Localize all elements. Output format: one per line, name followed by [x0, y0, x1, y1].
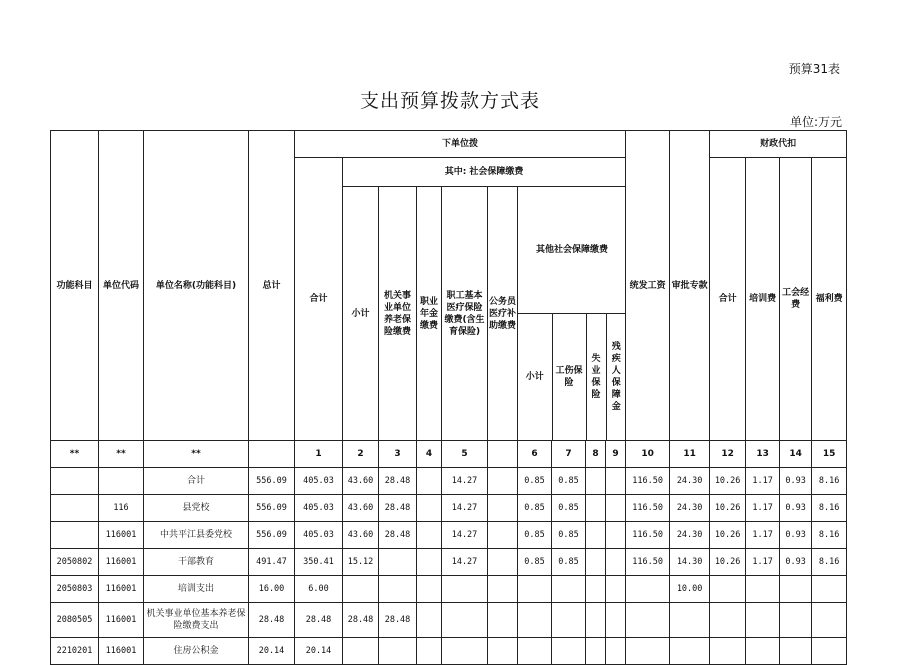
cell-value: 24.30 — [670, 522, 710, 549]
cell-value — [606, 576, 626, 603]
cell-unit-name: 机关事业单位基本养老保险缴费支出 — [144, 603, 249, 638]
cell-value: 0.85 — [552, 468, 586, 495]
cell-value — [626, 638, 670, 665]
cell-value — [488, 638, 518, 665]
table-body — [51, 468, 847, 665]
cell-value: 0.85 — [518, 495, 552, 522]
cell-value: 556.09 — [249, 468, 295, 495]
cell-value — [812, 638, 847, 665]
cell-unit-code: 116001 — [99, 549, 144, 576]
cell-unit-code — [99, 468, 144, 495]
cell-value: 16.00 — [249, 576, 295, 603]
index-cell: 10 — [626, 441, 670, 468]
header-total: 总计 — [249, 131, 295, 441]
cell-value: 116.50 — [626, 495, 670, 522]
cell-value: 24.30 — [670, 468, 710, 495]
cell-value: 0.85 — [518, 522, 552, 549]
cell-value: 0.93 — [780, 549, 812, 576]
cell-value: 0.93 — [780, 495, 812, 522]
cell-value: 28.48 — [379, 522, 417, 549]
cell-value: 28.48 — [249, 603, 295, 638]
cell-value: 10.26 — [710, 468, 746, 495]
index-cell — [488, 441, 518, 468]
index-cell: 11 — [670, 441, 710, 468]
cell-value — [606, 638, 626, 665]
cell-unit-name: 住房公积金 — [144, 638, 249, 665]
cell-value: 556.09 — [249, 522, 295, 549]
header-civil-medical: 公务员医疗补助缴费 — [488, 187, 518, 441]
cell-value — [586, 549, 606, 576]
header-unit-name: 单位名称(功能科目) — [144, 131, 249, 441]
cell-unit-code: 116001 — [99, 603, 144, 638]
header-union: 工会经费 — [780, 158, 812, 441]
header-approved: 审批专款 — [670, 131, 710, 441]
cell-value: 6.00 — [295, 576, 343, 603]
cell-value: 405.03 — [295, 495, 343, 522]
index-row — [51, 441, 847, 468]
cell-value — [417, 495, 442, 522]
cell-func-subject: 2050803 — [51, 576, 99, 603]
header-subtotal: 小计 — [343, 187, 379, 441]
cell-value — [710, 603, 746, 638]
header-func-subject: 功能科目 — [51, 131, 99, 441]
cell-func-subject — [51, 468, 99, 495]
cell-value — [518, 603, 552, 638]
page-number-label: 预算31表 — [788, 62, 840, 76]
cell-value: 20.14 — [249, 638, 295, 665]
table-row — [51, 468, 847, 495]
index-cell: ** — [51, 441, 99, 468]
cell-value — [606, 522, 626, 549]
cell-value — [746, 638, 780, 665]
index-cell: 2 — [343, 441, 379, 468]
cell-value: 556.09 — [249, 495, 295, 522]
cell-value — [670, 638, 710, 665]
cell-value — [812, 603, 847, 638]
cell-value: 28.48 — [343, 603, 379, 638]
cell-unit-code: 116001 — [99, 576, 144, 603]
cell-value: 116.50 — [626, 468, 670, 495]
header-annuity: 职业年金缴费 — [417, 187, 442, 441]
header-unemployment: 失业保险 — [586, 314, 606, 441]
cell-value — [780, 603, 812, 638]
cell-value — [488, 603, 518, 638]
page-title: 支出预算拨款方式表 — [359, 90, 540, 112]
cell-value: 8.16 — [812, 549, 847, 576]
index-cell: 14 — [780, 441, 812, 468]
header-of-which-social: 其中: 社会保障缴费 — [343, 158, 626, 187]
cell-value — [442, 576, 488, 603]
cell-value — [488, 576, 518, 603]
index-cell: 3 — [379, 441, 417, 468]
cell-value — [812, 576, 847, 603]
table-row — [51, 495, 847, 522]
index-cell: ** — [99, 441, 144, 468]
table-row — [51, 603, 847, 638]
cell-value — [379, 549, 417, 576]
cell-value — [670, 603, 710, 638]
table-row — [51, 576, 847, 603]
cell-value: 116.50 — [626, 549, 670, 576]
cell-value: 1.17 — [746, 495, 780, 522]
cell-value: 0.85 — [552, 495, 586, 522]
cell-value: 10.26 — [710, 495, 746, 522]
index-cell: 6 — [518, 441, 552, 468]
cell-value — [417, 522, 442, 549]
cell-value: 0.85 — [552, 549, 586, 576]
header-medical: 职工基本医疗保险缴费(含生育保险) — [442, 187, 488, 441]
header-other-subtotal: 小计 — [518, 314, 552, 441]
index-cell: 12 — [710, 441, 746, 468]
cell-value: 14.27 — [442, 468, 488, 495]
cell-value: 15.12 — [343, 549, 379, 576]
header-sum: 合计 — [295, 158, 343, 441]
cell-value — [417, 468, 442, 495]
cell-func-subject — [51, 522, 99, 549]
index-cell: 1 — [295, 441, 343, 468]
cell-value: 491.47 — [249, 549, 295, 576]
cell-value: 8.16 — [812, 468, 847, 495]
cell-unit-code: 116001 — [99, 638, 144, 665]
cell-value — [417, 549, 442, 576]
cell-value: 43.60 — [343, 495, 379, 522]
header-welfare: 福利费 — [812, 158, 847, 441]
cell-value — [552, 638, 586, 665]
index-cell: 15 — [812, 441, 847, 468]
cell-value — [780, 576, 812, 603]
cell-value: 14.27 — [442, 522, 488, 549]
cell-value — [488, 468, 518, 495]
cell-func-subject — [51, 495, 99, 522]
cell-unit-name: 培训支出 — [144, 576, 249, 603]
cell-value: 10.00 — [670, 576, 710, 603]
header-fd-sum: 合计 — [710, 158, 746, 441]
cell-value — [442, 603, 488, 638]
cell-value: 116.50 — [626, 522, 670, 549]
cell-value — [417, 638, 442, 665]
cell-value: 405.03 — [295, 522, 343, 549]
cell-value — [586, 576, 606, 603]
header-unit-code: 单位代码 — [99, 131, 144, 441]
cell-value: 10.26 — [710, 549, 746, 576]
cell-value — [586, 495, 606, 522]
cell-value: 8.16 — [812, 495, 847, 522]
index-cell: 8 — [586, 441, 606, 468]
header-salary: 统发工资 — [626, 131, 670, 441]
cell-value: 14.27 — [442, 495, 488, 522]
cell-value: 1.17 — [746, 522, 780, 549]
index-cell: 5 — [442, 441, 488, 468]
cell-value: 0.85 — [552, 522, 586, 549]
cell-unit-name: 中共平江县委党校 — [144, 522, 249, 549]
cell-value: 43.60 — [343, 522, 379, 549]
cell-value: 10.26 — [710, 522, 746, 549]
cell-value: 24.30 — [670, 495, 710, 522]
index-cell: 9 — [606, 441, 626, 468]
header-training: 培训费 — [746, 158, 780, 441]
cell-value: 1.17 — [746, 468, 780, 495]
cell-value — [488, 495, 518, 522]
cell-value — [626, 576, 670, 603]
cell-value — [606, 468, 626, 495]
cell-value — [417, 603, 442, 638]
index-cell — [249, 441, 295, 468]
index-cell: ** — [144, 441, 249, 468]
table-row — [51, 522, 847, 549]
index-cell: 7 — [552, 441, 586, 468]
cell-value: 0.93 — [780, 468, 812, 495]
table-row — [51, 549, 847, 576]
cell-value — [606, 549, 626, 576]
cell-value: 8.16 — [812, 522, 847, 549]
index-cell: 4 — [417, 441, 442, 468]
table-row — [51, 638, 847, 665]
cell-unit-code: 116001 — [99, 522, 144, 549]
cell-value: 28.48 — [379, 603, 417, 638]
cell-value — [417, 576, 442, 603]
unit-label: 单位:万元 — [789, 115, 842, 129]
cell-func-subject: 2210201 — [51, 638, 99, 665]
cell-value — [488, 522, 518, 549]
header-injury: 工伤保险 — [552, 314, 586, 441]
cell-value — [343, 576, 379, 603]
cell-value — [442, 638, 488, 665]
cell-value: 14.27 — [442, 549, 488, 576]
cell-value — [746, 603, 780, 638]
cell-unit-name: 干部教育 — [144, 549, 249, 576]
cell-value — [586, 638, 606, 665]
cell-value: 14.30 — [670, 549, 710, 576]
cell-value: 28.48 — [379, 495, 417, 522]
index-cell: 13 — [746, 441, 780, 468]
cell-value: 0.93 — [780, 522, 812, 549]
cell-value — [710, 576, 746, 603]
cell-value — [626, 603, 670, 638]
cell-value — [518, 638, 552, 665]
header-fiscal-deduct: 财政代扣 — [710, 131, 847, 158]
cell-value: 43.60 — [343, 468, 379, 495]
cell-value: 0.85 — [518, 468, 552, 495]
cell-unit-name: 县党校 — [144, 495, 249, 522]
cell-value: 405.03 — [295, 468, 343, 495]
budget-table — [50, 130, 847, 665]
header-other-social: 其他社会保障缴费 — [518, 187, 626, 314]
cell-value — [552, 576, 586, 603]
cell-value — [606, 495, 626, 522]
cell-value: 1.17 — [746, 549, 780, 576]
cell-value — [379, 576, 417, 603]
cell-value — [746, 576, 780, 603]
cell-value — [586, 468, 606, 495]
cell-value: 28.48 — [379, 468, 417, 495]
cell-value — [343, 638, 379, 665]
header-lower-unit-pay: 下单位拨 — [295, 131, 626, 158]
header-disabled: 残疾人保障金 — [611, 342, 621, 412]
cell-value — [552, 603, 586, 638]
cell-func-subject: 2080505 — [51, 603, 99, 638]
cell-value: 20.14 — [295, 638, 343, 665]
cell-value — [586, 603, 606, 638]
cell-value — [379, 638, 417, 665]
cell-value — [586, 522, 606, 549]
cell-func-subject: 2050802 — [51, 549, 99, 576]
cell-unit-name: 合计 — [144, 468, 249, 495]
cell-value: 28.48 — [295, 603, 343, 638]
cell-value — [710, 638, 746, 665]
header-pension: 机关事业单位养老保险缴费 — [379, 187, 417, 441]
cell-value — [488, 549, 518, 576]
cell-value: 0.85 — [518, 549, 552, 576]
cell-value — [606, 603, 626, 638]
cell-value: 350.41 — [295, 549, 343, 576]
cell-value — [780, 638, 812, 665]
cell-unit-code: 116 — [99, 495, 144, 522]
cell-value — [518, 576, 552, 603]
